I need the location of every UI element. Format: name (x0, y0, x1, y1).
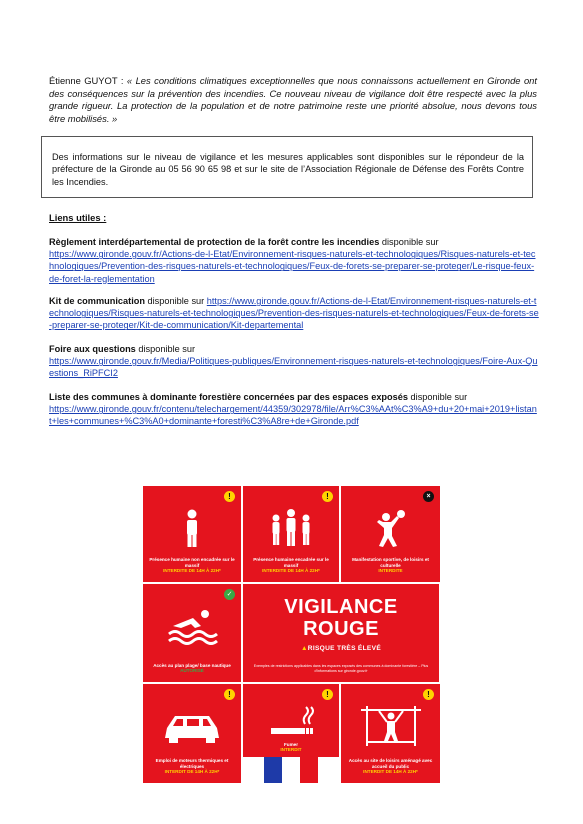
info-box-text: Des informations sur le niveau de vigilance et les mesures applicables sont disponibles sur le répondeur de la préfecture de la Gironde au 05 56 90 65 98 et sur le site de l’Association Régionale de Défense des Forêts Contre les Incendies. (52, 152, 524, 187)
poster-cell-leisure-site (341, 684, 440, 783)
swimmer-icon (143, 606, 241, 646)
link-item-faq (49, 343, 539, 380)
poster-cell-group (243, 486, 339, 582)
poster-title-line2: ROUGE (303, 618, 379, 640)
marianne-logo (264, 757, 318, 783)
link-url-kit[interactable]: https://www.gironde.gouv.fr/Actions-de-l-Etat/Environnement-risques-naturels-et-technologiques/Risques-naturels-et-technologiques/Prevention-des-risques-naturels-et-technologiques/Feux-de-forets-se-preparer-se-proteger/Kit-de-communication/Kit-departemental (49, 296, 539, 331)
allowed-icon: ✓ (224, 589, 235, 600)
poster-caption: Manifestation sportive, de loisirs et culturelle INTERDITE (352, 557, 429, 574)
poster-caption: Présence humaine non encadrée sur le massif INTERDITE DE 14H À 22H* (149, 557, 235, 574)
link-url-reglement[interactable]: https://www.gironde.gouv.fr/Actions-de-l-Etat/Environnement-risques-naturels-et-technologiques/Risques-naturels-et-technologiques/Prevention-des-risques-naturels-et-technologiques/Feux-de-forets-se-preparer-se-proteger/Le-risque-feux-de-foret-la-reglementation (49, 249, 536, 284)
quote-author: Étienne GUYOT : (49, 75, 124, 86)
poster-caption: Accès au plan plage/ base nautique AUTORISÉ (153, 662, 231, 674)
link-title: Foire aux questions (49, 344, 136, 354)
poster-title-line1: VIGILANCE (284, 596, 398, 618)
poster-caption: Accès au site de loisirs aménagé avec accueil du public INTERDIT DE 14H À 22H* (348, 758, 433, 775)
treetop-adventure-icon (341, 706, 440, 746)
warning-icon: ! (224, 689, 235, 700)
info-box (41, 136, 533, 198)
poster-title-panel (243, 584, 439, 682)
warning-icon: ! (322, 491, 333, 502)
link-item-kit (49, 295, 539, 332)
poster-cell-engines (143, 684, 241, 783)
group-icon (243, 508, 339, 548)
quote-text: « Les conditions climatiques exceptionnelles que nous connaissons actuellement en Gironde ont des conséquences sur la prévention des incendies. Ce nouveau niveau de vigilance doit être respecté avec la plus grande rigueur. La protection de la population et de notre patrimoine reste une priorité absolue, nous devons tous être mobilisés. » (49, 75, 537, 124)
poster-cell-smoking (243, 684, 339, 757)
link-title: Liste des communes à dominante forestière concernées par des espaces exposés (49, 392, 408, 402)
poster-caption: Emploi de moteurs thermiques et électriques INTERDIT DE 14H À 22H* (155, 758, 229, 775)
poster-note: Exemples de restrictions applicables dans les espaces exposés des communes à dominante forestière – Plus d’informations sur gironde.gouv.fr (253, 664, 429, 673)
link-suffix: disponible sur (144, 296, 207, 306)
link-suffix: disponible sur (135, 344, 196, 354)
link-item-reglement (49, 236, 539, 285)
link-title: Kit de communication (49, 296, 145, 306)
link-suffix: disponible sur (407, 392, 468, 402)
poster-cell-beach (143, 584, 241, 682)
forbidden-icon: × (423, 491, 434, 502)
poster-caption: Présence humaine encadrée sur le massif INTERDITE DE 14H À 22H* (253, 557, 329, 574)
car-icon (143, 706, 241, 746)
useful-links-heading: Liens utiles : (49, 212, 107, 223)
link-url-faq[interactable]: https://www.gironde.gouv.fr/Media/Politiques-publiques/Environnement-risques-naturels-et-technologiques/Foire-Aux-Questions_RiPFCI2 (49, 356, 538, 379)
link-item-communes (49, 391, 539, 428)
warning-triangle-icon: ▲ (300, 645, 308, 652)
link-title: Règlement interdépartemental de protection de la forêt contre les incendies (49, 237, 380, 247)
poster-cell-sport (341, 486, 440, 582)
link-suffix: disponible sur (379, 237, 439, 247)
poster-caption: Fumer INTERDIT (280, 741, 302, 753)
warning-icon: ! (224, 491, 235, 502)
warning-icon: ! (423, 689, 434, 700)
poster-risk-level: ▲RISQUE TRÈS ÉLEVÉ (300, 645, 382, 652)
warning-icon: ! (322, 689, 333, 700)
poster-cell-person (143, 486, 241, 582)
volleyball-icon (341, 508, 440, 548)
vigilance-poster (143, 486, 440, 783)
quote-paragraph (49, 75, 537, 125)
link-url-communes[interactable]: https://www.gironde.gouv.fr/contenu/telechargement/44359/302978/file/Arr%C3%AAt%C3%A9+du+20+mai+2019+listant+les+communes+%C3%A0+dominante+foresti%C3%A8re+de+Gironde.pdf (49, 404, 537, 427)
person-icon (143, 508, 241, 548)
smoking-icon (243, 706, 339, 746)
